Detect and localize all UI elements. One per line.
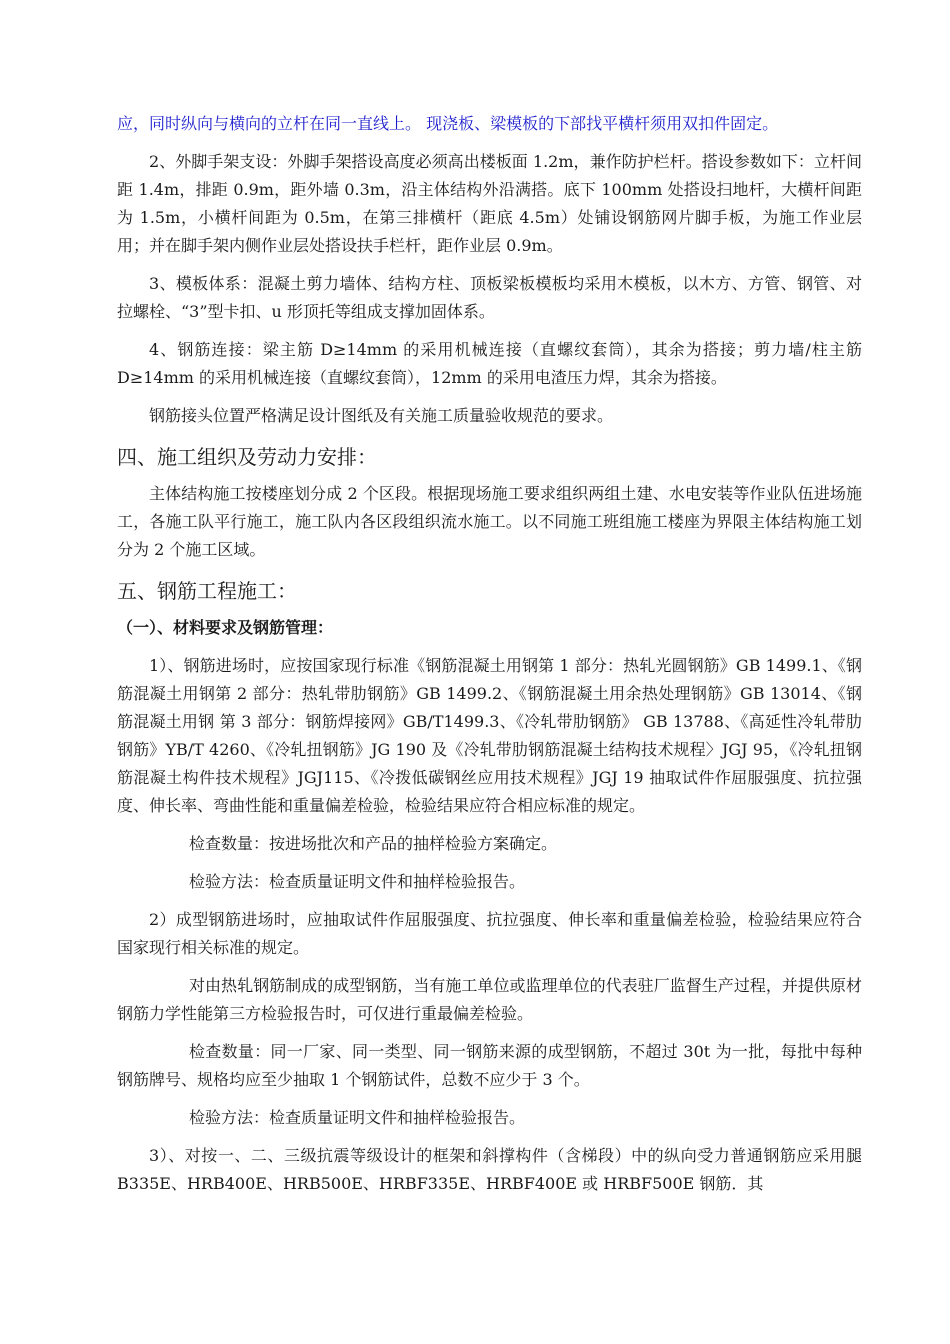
paragraph-inspection-method-2: 检验方法：检查质量证明文件和抽样检验报告。 <box>189 1108 526 1127</box>
paragraph-inspection-quantity: 检查数量：按进场批次和产品的抽样检验方案确定。 <box>189 834 558 853</box>
subsection-heading-1: （一）、材料要求及钢筋管理： <box>117 618 334 637</box>
paragraph-continuation: 应，同时纵向与横向的立杆在同一直线上。 现浇板、梁模板的下部找平横杆须用双扣件固定。 <box>117 114 779 133</box>
paragraph-seismic-rebar: 3）、对按一、二、三级抗震等级设计的框架和斜撑构件（含梯段）中的纵向受力普通钢筋应采用腿 B335E、HRB400E、HRB500E、HRBF335E、HRBF400E 或 HRBF500E 钢筋．其 <box>117 1146 862 1193</box>
paragraph-inspection-method: 检验方法：检查质量证明文件和抽样检验报告。 <box>189 872 526 891</box>
section-heading-5: 五、钢筋工程施工： <box>117 579 297 603</box>
paragraph-scaffold: 2、外脚手架支设：外脚手架搭设高度必须高出楼板面 1.2m，兼作防护栏杆。搭设参数如下：立杆间距 1.4m，排距 0.9m，距外墙 0.3m，沿主体结构外沿满搭。底下 100mm 处搭设扫地杆，大横杆间距为 1.5m，小横杆间距为 0.5m，在第三排横杆（距底 4.5m）处铺设钢筋网片脚手板，为施工作业层用；并在脚手架内侧作业层处搭设扶手栏杆，距作业层 0.9m。 <box>117 152 862 255</box>
paragraph-hot-rolled: 对由热轧钢筋制成的成型钢筋，当有施工单位或监理单位的代表驻厂监督生产过程，并提供原材钢筋力学性能第三方检验报告时，可仅进行重最偏差检验。 <box>117 976 862 1023</box>
paragraph-formed-rebar: 2）成型钢筋进场时，应抽取试件作屈服强度、抗拉强度、伸长率和重量偏差检验，检验结果应符合国家现行相关标准的规定。 <box>117 910 862 957</box>
paragraph-joint-position: 钢筋接头位置严格满足设计图纸及有关施工质量验收规范的要求。 <box>149 406 614 425</box>
document-body <box>117 110 862 1208</box>
paragraph-organization: 主体结构施工按楼座划分成 2 个区段。根据现场施工要求组织两组土建、水电安装等作业队伍进场施工，各施工队平行施工，施工队内各区段组织流水施工。以不同施工班组施工楼座为界限主体结构施工划分为 2 个施工区域。 <box>117 484 862 559</box>
paragraph-inspection-quantity-2: 检查数量：同一厂家、同一类型、同一钢筋来源的成型钢筋，不超过 30t 为一批，每批中每种钢筋牌号、规格均应至少抽取 1 个钢筋试件，总数不应少于 3 个。 <box>117 1042 862 1089</box>
paragraph-rebar-entry: 1）、钢筋进场时，应按国家现行标准《钢筋混凝土用钢第 1 部分：热轧光圆钢筋》GB 1499.1、《钢筋混凝土用钢第 2 部分：热轧带肋钢筋》GB 1499.2、《钢筋混凝土用余热处理钢筋》GB 13014、《钢筋混凝土用钢 第 3 部分：钢筋焊接网》GB/T1499.3、《冷轧带肋钢筋》 GB 13788、《高延性冷轧带肋钢筋》YB/T 4260、《冷轧扭钢筋》JG 190 及《冷轧带肋钢筋混凝土结构技术规程〉JGJ 95，《冷轧扭钢筋混凝土构件技术规程》JGJ115、《冷拨低碳钢丝应用技术规程》JGJ 19 抽取试件作屈服强度、抗拉强度、伸长率、弯曲性能和重量偏差检验，检验结果应符合相应标准的规定。 <box>117 656 862 815</box>
paragraph-rebar-connection: 4、钢筋连接：梁主筋 D≥14mm 的采用机械连接（直螺纹套筒），其余为搭接；剪力墙/柱主筋 D≥14mm 的采用机械连接（直螺纹套筒），12mm 的采用电渣压力焊，其余为搭接。 <box>117 340 862 387</box>
paragraph-formwork: 3、模板体系：混凝土剪力墙体、结构方柱、顶板梁板模板均采用木模板，以木方、方管、钢管、对拉螺栓、“3”型卡扣、u 形顶托等组成支撑加固体系。 <box>117 274 862 321</box>
section-heading-4: 四、施工组织及劳动力安排： <box>117 445 377 469</box>
